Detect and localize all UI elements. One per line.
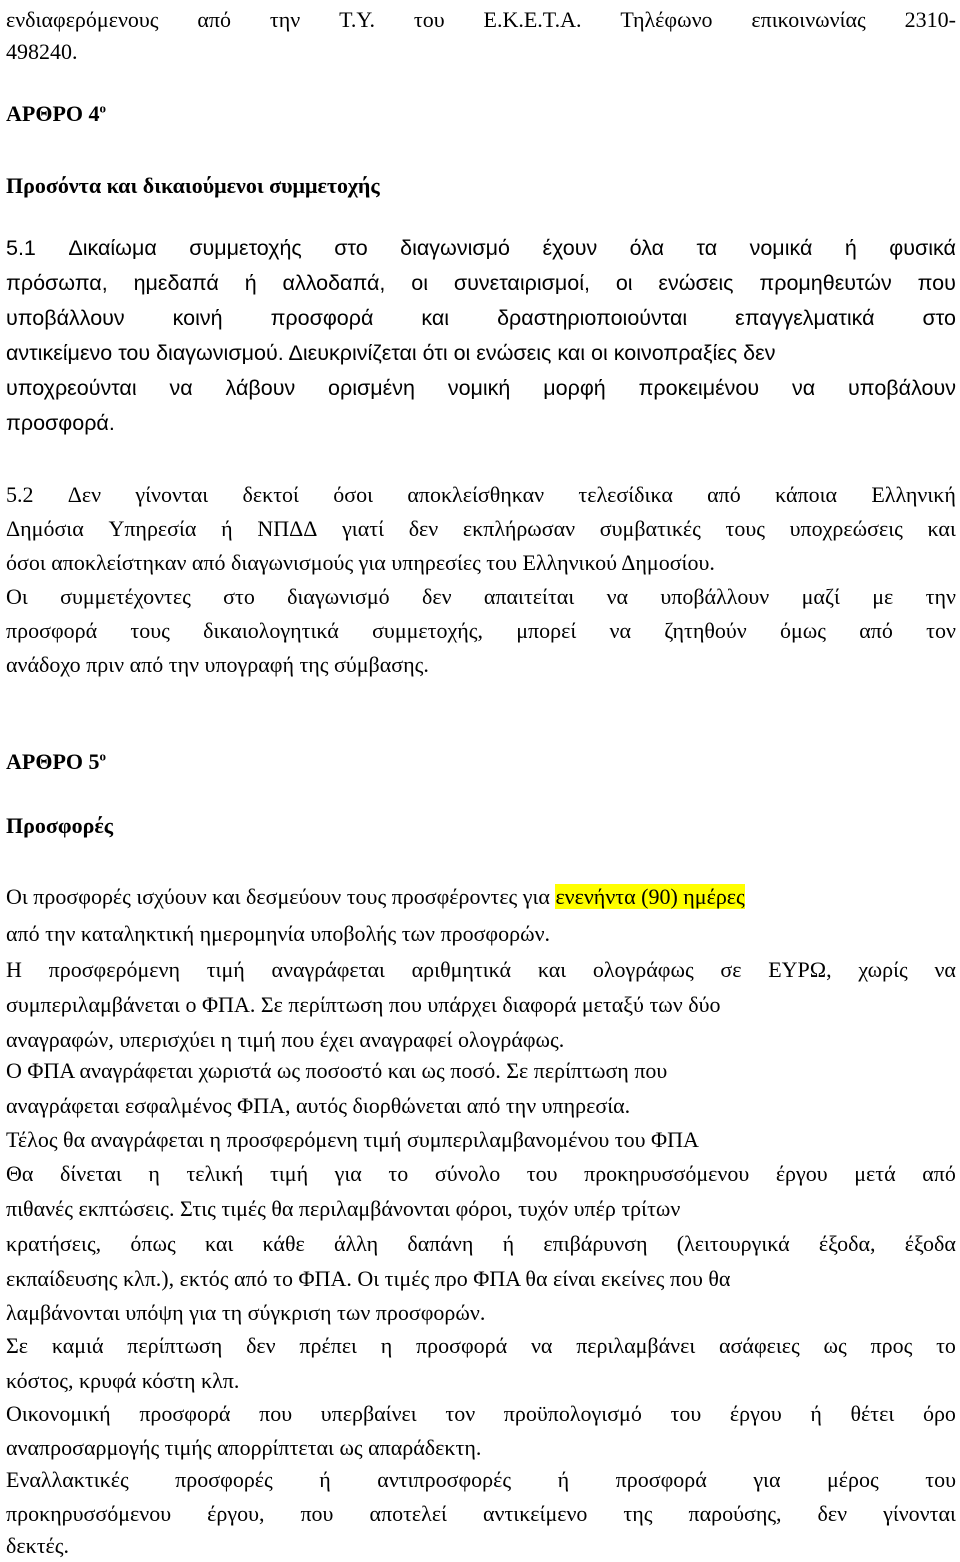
word: ημεδαπά (133, 271, 219, 295)
word: αποτελεί (369, 1501, 447, 1526)
word: ΕΥΡΩ, (768, 957, 832, 982)
word: οι (411, 271, 428, 295)
word: δαπάνη (407, 1231, 474, 1256)
word: δεκτοί (242, 482, 299, 507)
word: όλα (629, 236, 665, 260)
word: διαγωνισμό (287, 584, 390, 609)
word: ΝΠΔΔ (257, 516, 318, 541)
article-5-line (6, 1398, 956, 1430)
word: που (300, 1501, 334, 1526)
word: του (670, 1401, 702, 1426)
word: θέτει (850, 1401, 895, 1426)
paragraph-5-2-line: ανάδοχο πριν από την υπογραφή της σύμβασης. (6, 652, 429, 677)
word: όπως (130, 1231, 176, 1256)
word: προϋπολογισμό (503, 1401, 642, 1426)
word: ενώσεις (658, 271, 734, 295)
word: καμιά (51, 1333, 104, 1358)
article-5-line: δεκτές. (6, 1533, 69, 1558)
word: 5.1 (6, 236, 36, 260)
word: χωρίς (858, 957, 908, 982)
word: του (526, 1161, 558, 1186)
paragraph-5-1-line (6, 232, 956, 264)
word: δεν (408, 516, 439, 541)
word: ή (810, 1401, 822, 1426)
article-4-title: ΑΡΘΡΟ $4^o$ (6, 100, 106, 126)
word: Δικαίωμα (68, 236, 157, 260)
word: 5.2 (6, 482, 34, 507)
word: υπερβαίνει (320, 1401, 417, 1426)
word: τελική (186, 1161, 244, 1186)
word: ή (319, 1467, 331, 1492)
article-5-title: ΑΡΘΡΟ $5^o$ (6, 748, 106, 774)
word: από (859, 618, 893, 643)
article-5-line: αναγραφών, υπερισχύει η τιμή που έχει αναγραφεί ολογράφως. (6, 1027, 565, 1052)
word: δεν (817, 1501, 848, 1526)
word: νομική (447, 376, 511, 400)
word: άλλη (333, 1231, 379, 1256)
word: έργου (775, 1161, 828, 1186)
word: απαιτείται (483, 584, 575, 609)
word: ενδιαφερόμενους (6, 7, 159, 32)
word: επαγγελματικά (735, 306, 875, 330)
word: κοινή (172, 306, 223, 330)
word: μπορεί (516, 618, 577, 643)
article-5-line: αναγράφεται εσφαλμένος ΦΠΑ, αυτός διορθώνεται από την υπηρεσία. (6, 1093, 631, 1118)
article-5-line: κόστος, κρυφά κόστη κλπ. (6, 1368, 240, 1393)
word: για (334, 1161, 362, 1186)
word: προσφορές (175, 1467, 273, 1492)
word: κρατήσεις, (6, 1231, 102, 1256)
word: συμμετέχοντες (60, 584, 191, 609)
word: τελεσίδικα (578, 482, 673, 507)
word: όμως (779, 618, 826, 643)
word: κάποια (775, 482, 838, 507)
word: προκειμένου (638, 376, 760, 400)
word: έχουν (542, 236, 598, 260)
word: μετά (854, 1161, 896, 1186)
word: από (197, 7, 232, 32)
word: δίνεται (60, 1161, 122, 1186)
word: ζητηθούν (664, 618, 747, 643)
word: την (925, 584, 956, 609)
word: δεν (422, 584, 452, 609)
word: Οι (6, 584, 28, 609)
validity-line: Οι προσφορές ισχύουν και δεσμεύουν τους προσφέροντες για ενενήντα (90) ημέρες (6, 884, 745, 909)
word: από (707, 482, 741, 507)
word: τον (445, 1401, 476, 1426)
word: προσφορά (416, 1333, 508, 1358)
word: να (792, 376, 816, 400)
continuation-line-1 (6, 4, 956, 36)
word: να (934, 957, 956, 982)
word: Θα (6, 1161, 34, 1186)
word: ολογράφως (592, 957, 694, 982)
word: και (421, 306, 450, 330)
word: (λειτουργικά (676, 1231, 790, 1256)
paragraph-5-2-line (6, 479, 956, 511)
word: προσφορά (615, 1467, 707, 1492)
article-5-line: Ο ΦΠΑ αναγράφεται χωριστά ως ποσοστό και ως ποσό. Σε περίπτωση που (6, 1058, 668, 1083)
word: έξοδα, (818, 1231, 876, 1256)
article-5-line: συμπεριλαμβάνεται ο ΦΠΑ. Σε περίπτωση που υπάρχει διαφορά μεταξύ των δύο (6, 992, 721, 1017)
article-5-line (6, 954, 956, 986)
word: το (936, 1333, 956, 1358)
paragraph-5-1-line (6, 372, 956, 404)
word: και (537, 957, 567, 982)
paragraph-5-2-line (6, 615, 956, 647)
word: περίπτωση (127, 1333, 223, 1358)
word: Τηλέφωνο (620, 7, 713, 32)
word: δεν (246, 1333, 276, 1358)
word: πρόσωπα, (6, 271, 108, 295)
word: όσοι (333, 482, 374, 507)
paragraph-5-2-line (6, 581, 956, 613)
word: του (413, 7, 445, 32)
word: έργου (729, 1401, 782, 1426)
word: ή (844, 236, 857, 260)
word: προσφερόμενη (48, 957, 180, 982)
article-5-line: από την καταληκτική ημερομηνία υποβολής των προσφορών. (6, 921, 551, 946)
word: μαζί (801, 584, 840, 609)
word: δραστηριοποιούνται (497, 306, 688, 330)
word: τους (725, 516, 765, 541)
word: εκπλήρωσαν (462, 516, 576, 541)
paragraph-5-2-line: όσοι αποκλείστηκαν από διαγωνισμούς για υπηρεσίες του Ελληνικού Δημοσίου. (6, 550, 715, 575)
word: 2310- (904, 7, 956, 32)
word: Υπηρεσία (108, 516, 197, 541)
word: φυσικά (889, 236, 956, 260)
word: γίνονται (135, 482, 209, 507)
word: γίνονται (883, 1501, 956, 1526)
word: τιμή (206, 957, 245, 982)
word: το (388, 1161, 409, 1186)
word: προκηρυσσόμενου (6, 1501, 172, 1526)
paragraph-5-1-line (6, 302, 956, 334)
word: προσφορά (139, 1401, 231, 1426)
word: υποβάλλουν (660, 584, 770, 609)
word: περιλαμβάνει (576, 1333, 696, 1358)
word: η (148, 1161, 160, 1186)
word: που (917, 271, 956, 295)
word: μέρος (827, 1467, 879, 1492)
continuation-line-2: 498240. (6, 39, 78, 64)
word: υποχρεώσεις (789, 516, 903, 541)
word: τα (696, 236, 718, 260)
word: τον (926, 618, 956, 643)
word: νομικά (749, 236, 813, 260)
word: Δεν (67, 482, 102, 507)
word: προμηθευτών (759, 271, 892, 295)
word: κάθε (262, 1231, 305, 1256)
article-5-line (6, 1330, 956, 1362)
article-5-line: πιθανές εκπτώσεις. Στις τιμές θα περιλαμβάνονται φόροι, τυχόν υπέρ τρίτων (6, 1196, 681, 1221)
word: Σε (6, 1333, 29, 1358)
word: ως (823, 1333, 847, 1358)
word: ή (502, 1231, 515, 1256)
word: αντιπροσφορές (377, 1467, 512, 1492)
word: από (922, 1161, 956, 1186)
word: του (925, 1467, 956, 1492)
word: σε (720, 957, 742, 982)
article-4-subtitle: Προσόντα και δικαιούμενοι συμμετοχής (6, 173, 380, 198)
word: αλλοδαπά, (282, 271, 386, 295)
word: με (872, 584, 894, 609)
article-5-line: αναπροσαρμογής τιμής απορρίπτεται ως απαράδεκτη. (6, 1435, 482, 1460)
word: και (927, 516, 956, 541)
article-5-line (6, 1228, 956, 1260)
word: συμμετοχής (189, 236, 302, 260)
article-5-line: Τέλος θα αναγράφεται η προσφερόμενη τιμή συμπεριλαμβανομένου του ΦΠΑ (6, 1127, 699, 1152)
word: Οικονομική (6, 1401, 111, 1426)
word: συμβατικές (599, 516, 701, 541)
word: Ελληνική (871, 482, 956, 507)
word: ορισμένη (328, 376, 415, 400)
word: υποβάλλουν (6, 306, 125, 330)
word: γιατί (342, 516, 385, 541)
word: τους (130, 618, 170, 643)
word: προσφορά (270, 306, 374, 330)
article-5-line (6, 1158, 956, 1190)
word: έργου, (207, 1501, 265, 1526)
word: στο (334, 236, 368, 260)
word: για (753, 1467, 781, 1492)
word: Δημόσια (6, 516, 84, 541)
word: έξοδα (904, 1231, 956, 1256)
word: Ε.Κ.Ε.Τ.Α. (483, 7, 582, 32)
word: της (623, 1501, 653, 1526)
word: όρο (922, 1401, 956, 1426)
word: αποκλείσθηκαν (407, 482, 545, 507)
word: στο (223, 584, 255, 609)
word: λάβουν (225, 376, 296, 400)
word: προκηρυσσόμενου (584, 1161, 750, 1186)
word: η (380, 1333, 393, 1358)
paragraph-5-1-line (6, 267, 956, 299)
word: να (169, 376, 193, 400)
word: και (204, 1231, 234, 1256)
word: ή (221, 516, 233, 541)
word: που (259, 1401, 293, 1426)
word: Τ.Υ. (339, 7, 376, 32)
word: συνεταιρισμοί, (453, 271, 590, 295)
word: ή (244, 271, 257, 295)
word: να (530, 1333, 553, 1358)
article-5-line: εκπαίδευσης κλπ.), εκτός από το ΦΠΑ. Οι τιμές προ ΦΠΑ θα είναι εκείνες που θα (6, 1266, 731, 1291)
word: να (606, 584, 629, 609)
word: στο (922, 306, 956, 330)
word: υποβάλουν (848, 376, 956, 400)
word: προσφορά (6, 618, 98, 643)
article-5-line: λαμβάνονται υπόψη για τη σύγκριση των προσφορών. (6, 1300, 486, 1325)
word: μορφή (543, 376, 606, 400)
word: προς (870, 1333, 913, 1358)
article-5-line (6, 1464, 956, 1496)
word: σύνολο (434, 1161, 501, 1186)
word: αριθμητικά (411, 957, 512, 982)
word: να (609, 618, 631, 643)
word: επιβάρυνση (543, 1231, 648, 1256)
article-5-subtitle: Προσφορές (6, 813, 114, 838)
paragraph-5-2-line (6, 513, 956, 545)
word: τιμή (270, 1161, 309, 1186)
word: οι (615, 271, 633, 295)
validity-period-highlight: ενενήντα (90) ημέρες (555, 884, 745, 909)
word: πρέπει (299, 1333, 357, 1358)
word: διαγωνισμό (400, 236, 510, 260)
word: παρούσης, (688, 1501, 782, 1526)
word: επικοινωνίας (751, 7, 866, 32)
article-5-line (6, 1498, 956, 1530)
paragraph-5-1-line: προσφορά. (6, 411, 115, 435)
word: αντικείμενο (482, 1501, 588, 1526)
word: ή (557, 1467, 570, 1492)
word: αναγράφεται (271, 957, 385, 982)
word: συμμετοχής, (372, 618, 483, 643)
word: υποχρεούνται (6, 376, 137, 400)
word: Εναλλακτικές (6, 1467, 129, 1492)
word: Η (6, 957, 22, 982)
word: ασάφειες (719, 1333, 800, 1358)
word: δικαιολογητικά (203, 618, 339, 643)
word: την (269, 7, 301, 32)
paragraph-5-1-line: αντικείμενο του διαγωνισμού. Διευκρινίζεται ότι οι ενώσεις και οι κοινοπραξίες δεν (6, 341, 776, 365)
